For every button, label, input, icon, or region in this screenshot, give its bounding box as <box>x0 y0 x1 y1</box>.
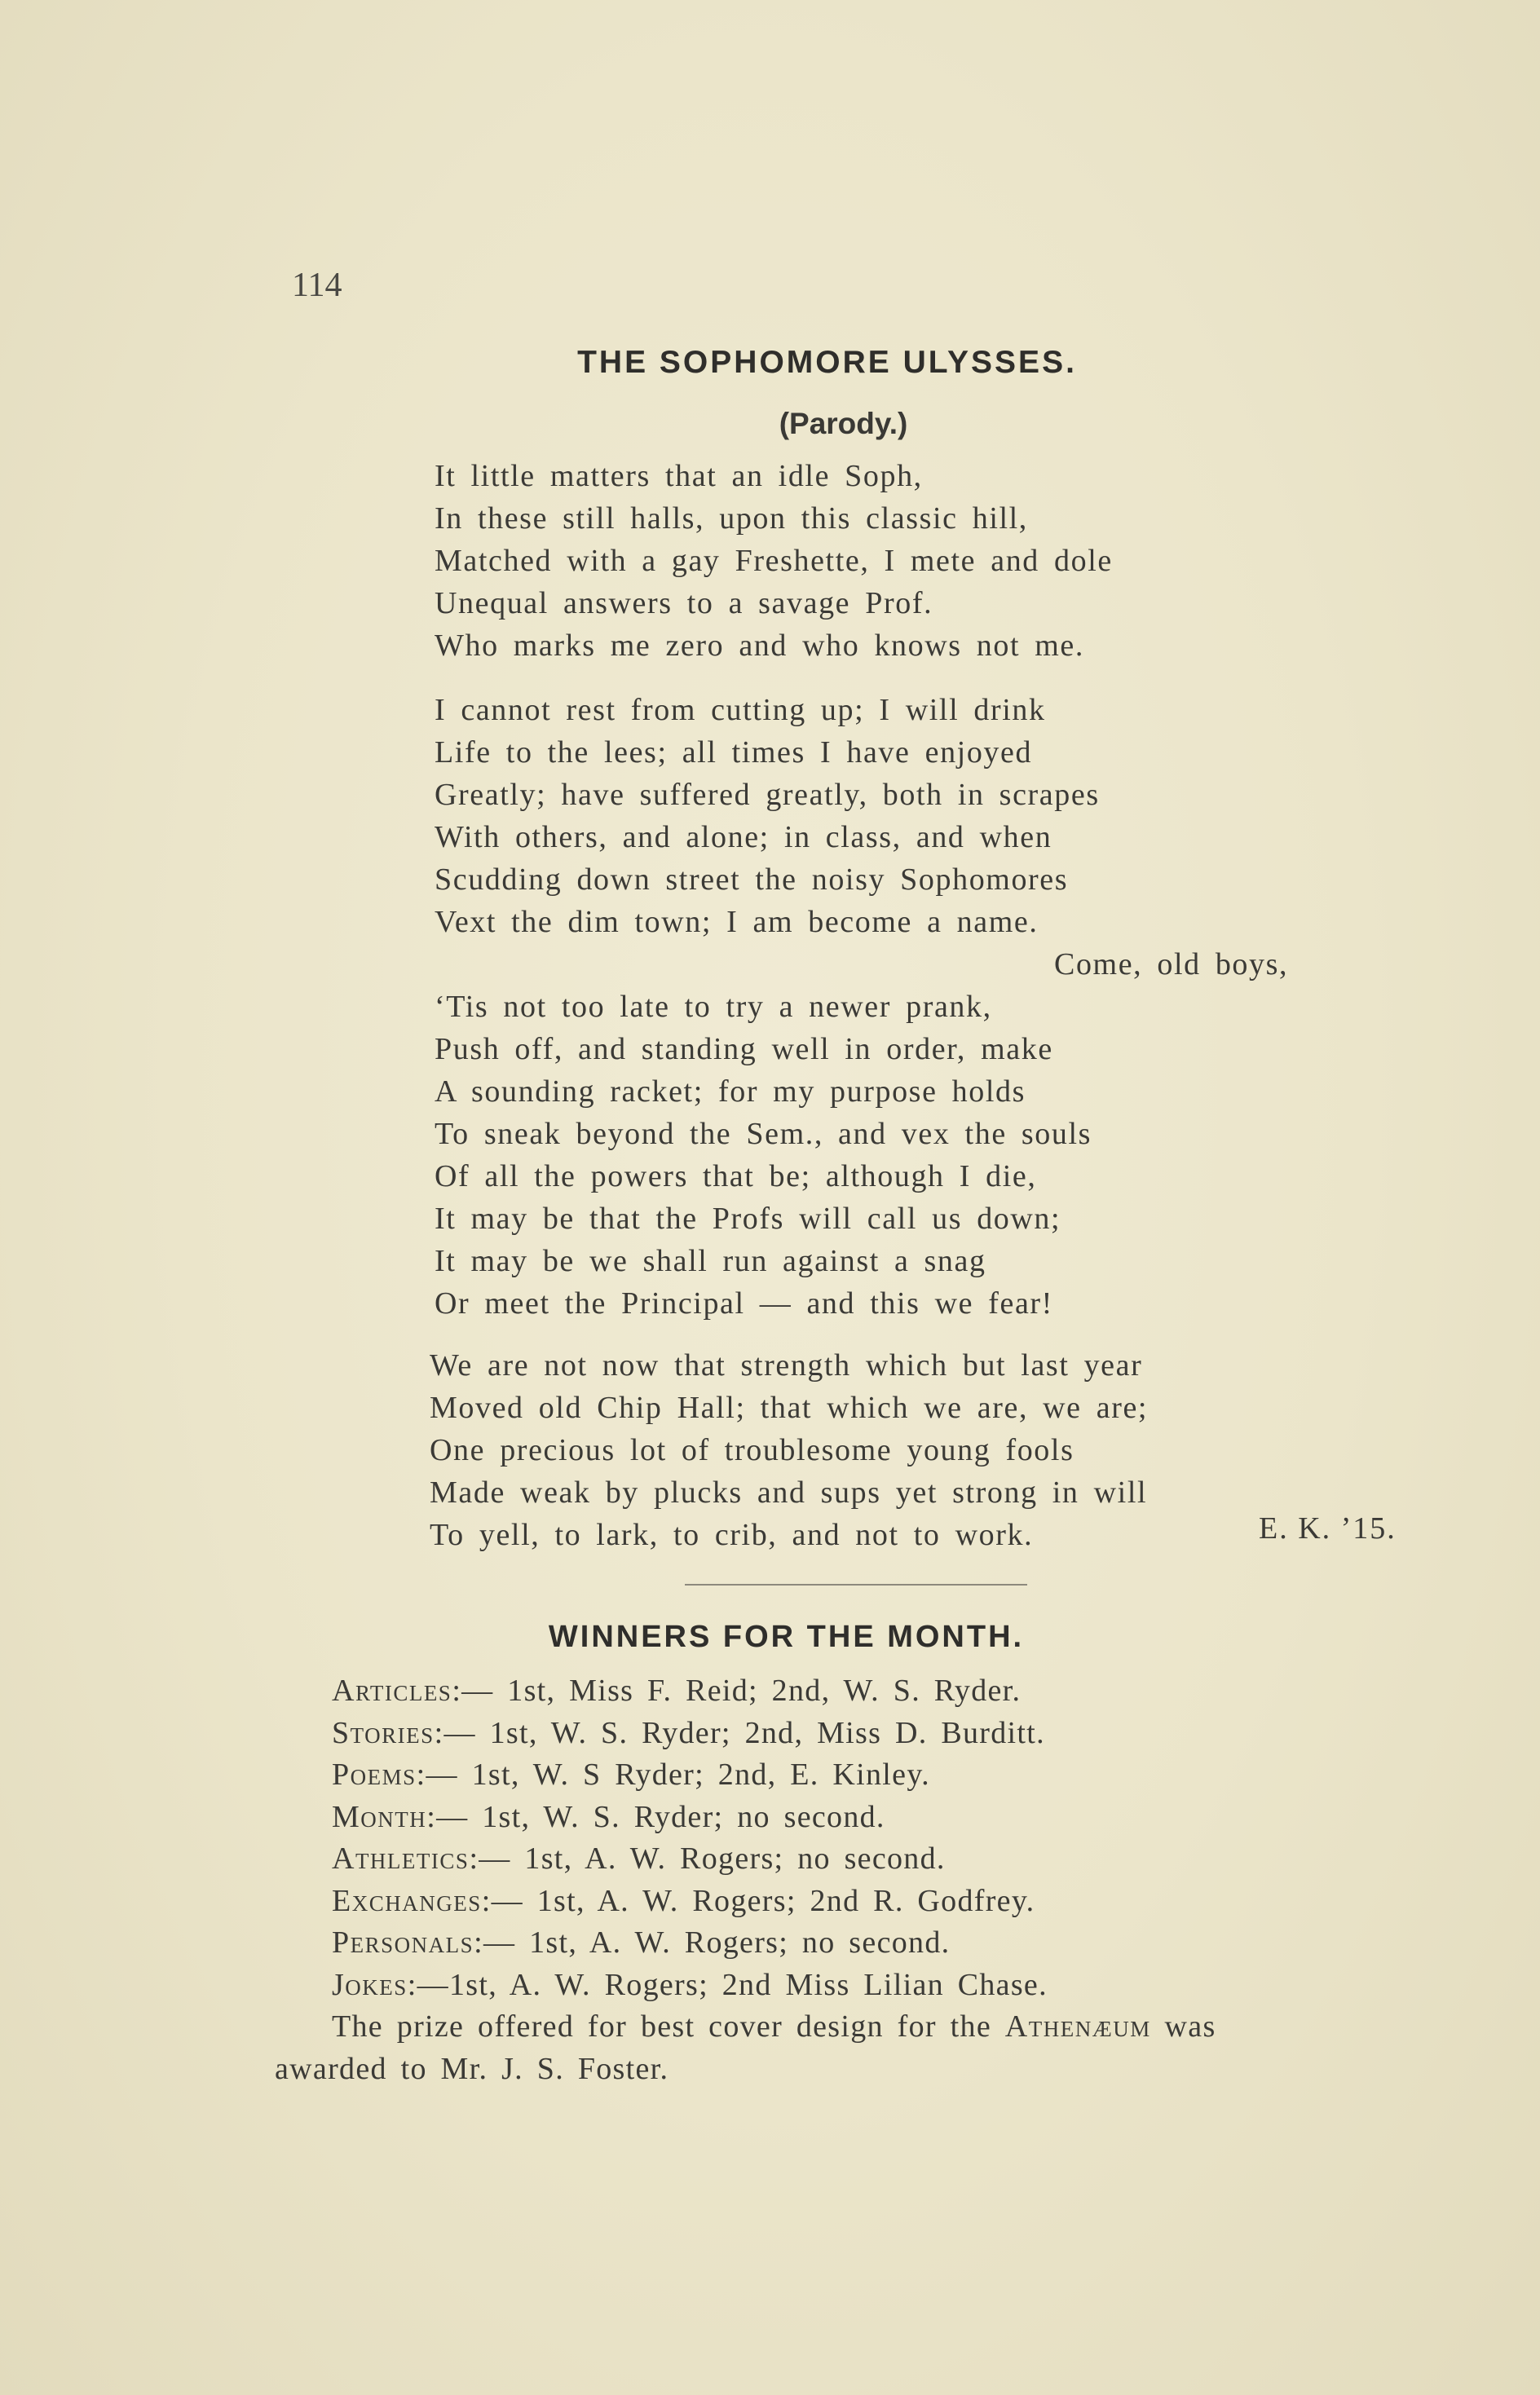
poem-line: ‘Tis not too late to try a newer prank, <box>435 990 992 1024</box>
winner-row-poems <box>332 1754 1048 1797</box>
poem-line-indented: Come, old boys, <box>1054 947 1289 981</box>
winner-category: Exchanges <box>332 1883 482 1918</box>
poem-signature: E. K. ’15. <box>1259 1511 1397 1546</box>
winner-result: :— 1st, A. W. Rogers; no second. <box>469 1841 946 1876</box>
poem-stanza-1 <box>435 455 1113 667</box>
poem-subtitle: (Parody.) <box>779 407 908 440</box>
poem-line: Or meet the Principal — and this we fear! <box>435 1286 1053 1321</box>
poem-line: Moved old Chip Hall; that which we are, we are; <box>430 1391 1149 1425</box>
winners-title: WINNERS FOR THE MONTH. <box>548 1620 1025 1654</box>
poem-line: I cannot rest from cutting up; I will drink <box>435 693 1046 727</box>
winner-result: :— 1st, A. W. Rogers; 2nd R. Godfrey. <box>481 1883 1035 1918</box>
winner-category: Jokes <box>332 1967 408 2002</box>
winner-category: Athletics <box>332 1841 470 1876</box>
poem-line: Life to the lees; all times I have enjoyed <box>435 735 1033 770</box>
winner-result: :— 1st, W. S. Ryder; no second. <box>426 1799 885 1834</box>
winners-list <box>332 1670 1048 2006</box>
prize-note-line-1 <box>275 2005 1416 2048</box>
poem-line: Of all the powers that be; although I die, <box>435 1159 1037 1193</box>
poem-stanza-2 <box>435 689 1288 1325</box>
winner-category: Stories <box>332 1715 435 1750</box>
poem-line: Greatly; have suffered greatly, both in scrapes <box>435 778 1100 812</box>
prize-note <box>275 2005 1416 2090</box>
poem-line: Unequal answers to a savage Prof. <box>435 586 933 620</box>
winner-result: :— 1st, A. W. Rogers; no second. <box>474 1925 951 1960</box>
poem-line: One precious lot of troublesome young fools <box>430 1433 1074 1467</box>
winner-row-month <box>332 1797 1048 1839</box>
poem-line: Made weak by plucks and sups yet strong in will <box>430 1475 1148 1510</box>
poem-line: With others, and alone; in class, and when <box>435 820 1052 854</box>
winner-category: Month <box>332 1799 427 1834</box>
poem-title: THE SOPHOMORE ULYSSES. <box>577 345 1077 380</box>
winner-category: Personals <box>332 1925 474 1960</box>
poem-line: To yell, to lark, to crib, and not to work. <box>430 1518 1034 1552</box>
prize-note-text-end: was <box>1150 2009 1216 2044</box>
winner-result: :— 1st, Miss F. Reid; 2nd, W. S. Ryder. <box>452 1674 1022 1708</box>
page-number: 114 <box>292 267 342 304</box>
winner-row-stories <box>332 1713 1048 1755</box>
winner-row-exchanges <box>332 1881 1048 1923</box>
winner-row-jokes <box>332 1965 1048 2007</box>
winner-category: Poems <box>332 1758 417 1792</box>
section-divider <box>685 1584 1027 1586</box>
poem-line: Who marks me zero and who knows not me. <box>435 629 1084 663</box>
poem-line: Scudding down street the noisy Sophomores <box>435 862 1069 897</box>
poem-line: A sounding racket; for my purpose holds <box>435 1074 1026 1109</box>
poem-line: It may be that the Profs will call us down; <box>435 1202 1061 1236</box>
winner-row-athletics <box>332 1838 1048 1881</box>
magazine-name: Athenæum <box>1004 2009 1151 2044</box>
winner-row-articles <box>332 1670 1048 1713</box>
poem-line: Matched with a gay Freshette, I mete and dole <box>435 544 1113 578</box>
prize-note-text: The prize offered for best cover design for the <box>332 2009 1005 2044</box>
winner-result: :—1st, A. W. Rogers; 2nd Miss Lilian Chase. <box>407 1967 1048 2002</box>
winner-result: :— 1st, W. S. Ryder; 2nd, Miss D. Burditt. <box>434 1715 1045 1750</box>
winner-category: Articles <box>332 1674 452 1708</box>
poem-line: Push off, and standing well in order, make <box>435 1032 1053 1066</box>
poem-line: We are not now that strength which but last year <box>430 1348 1143 1383</box>
poem-line: It little matters that an idle Soph, <box>435 459 923 493</box>
poem-line: To sneak beyond the Sem., and vex the souls <box>435 1117 1092 1151</box>
poem-line: Vext the dim town; I am become a name. <box>435 905 1039 939</box>
poem-line: It may be we shall run against a snag <box>435 1244 986 1278</box>
poem-stanza-3 <box>430 1344 1148 1556</box>
poem-line: In these still halls, upon this classic hill, <box>435 501 1028 536</box>
winner-row-personals <box>332 1922 1048 1965</box>
winner-result: :— 1st, W. S Ryder; 2nd, E. Kinley. <box>416 1758 930 1792</box>
prize-note-line-2: awarded to Mr. J. S. Foster. <box>275 2052 669 2086</box>
